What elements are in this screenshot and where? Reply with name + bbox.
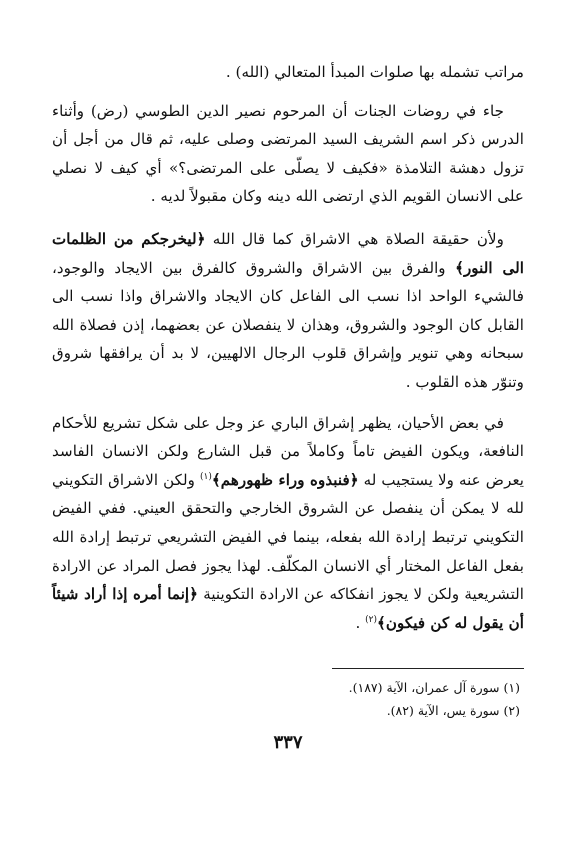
quran-verse: ﴿ليخرجكم من الظلمات الى النور﴾ <box>52 229 524 277</box>
paragraph-continuation <box>52 58 524 87</box>
paragraph-text: ولكن الاشراق التكويني لله لا يمكن أن ينفصل عن الشروق الخارجي والتحقق العيني. ففي الفيض التكويني ترتبط إرادة الله بفعله، بينما في الفيض التشريعي ترتبط إرادة الله بفعل الفاعل المختار أي الانسان المكلّف. لهذا يجوز فصل المراد عن الارادة التشريعية ولكن لا يجوز انفكاكه عن الارادة التكوينية <box>52 470 524 604</box>
footnote-item: (١) سورة آل عمران، الآية (١٨٧). <box>348 680 520 695</box>
footnote-ref: (١) <box>199 471 212 482</box>
page-number: ٣٣٧ <box>273 732 303 753</box>
footnote-item: (٢) سورة يس، الآية (٨٢). <box>386 703 520 718</box>
paragraph-text: . <box>355 613 366 632</box>
page-body <box>52 58 524 637</box>
footnotes <box>120 676 520 722</box>
paragraph-text: جاء في روضات الجنات أن المرحوم نصير الدين الطوسي (رض) وأثناء الدرس ذكر اسم الشريف السيد المرتضى وصلى عليه، ثم قال من أجل أن تزول دهشة التلامذة «فكيف لا يصلّى على المرتضى؟» أي كيف لا نصلي على الانسان القويم الذي ارتضى الله دينه وكان مقبولاً لديه . <box>52 101 524 206</box>
paragraph-text: والفرق بين الاشراق والشروق كالفرق بين الايجاد والوجود، فالشيء الواحد اذا نسب الى الفاعل كان الايجاد والاشراق واذا نسب الى القابل كان الوجود والشروق، وهذان لا ينفصلان عن بعضهما، إذن فصلاة الله سبحانه وهي تنوير وإشراق قلوب الرجال الالهيين، لا بد أن يرافقها شروق وتنوّر هذه القلوب . <box>52 258 524 391</box>
footnote-divider <box>332 668 524 669</box>
footnote-ref: (٢) <box>365 614 377 625</box>
quran-verse: ﴿فنبذوه وراء ظهورهم﴾ <box>211 470 359 489</box>
paragraph-text: ولأن حقيقة الصلاة هي الاشراق كما قال الله <box>205 229 504 248</box>
paragraph-text: في بعض الأحيان، يظهر إشراق الباري عز وجل على شكل تشريع للأحكام النافعة، ويكون الفيض تاماً وكاملاً من قبل الشارع ولكن الانسان الفاسد يعرض عنه ولا يستجيب له <box>52 413 525 489</box>
paragraph-tusi-story <box>52 97 524 211</box>
paragraph-legislation <box>52 409 524 638</box>
paragraph-illumination <box>52 225 524 397</box>
paragraph-text: مراتب تشمله بها صلوات المبدأ المتعالي (الله) . <box>225 63 524 81</box>
quran-verse: ﴿إنما أمره إذا أراد شيئاً أن يقول له كن فيكون﴾ <box>52 585 524 632</box>
